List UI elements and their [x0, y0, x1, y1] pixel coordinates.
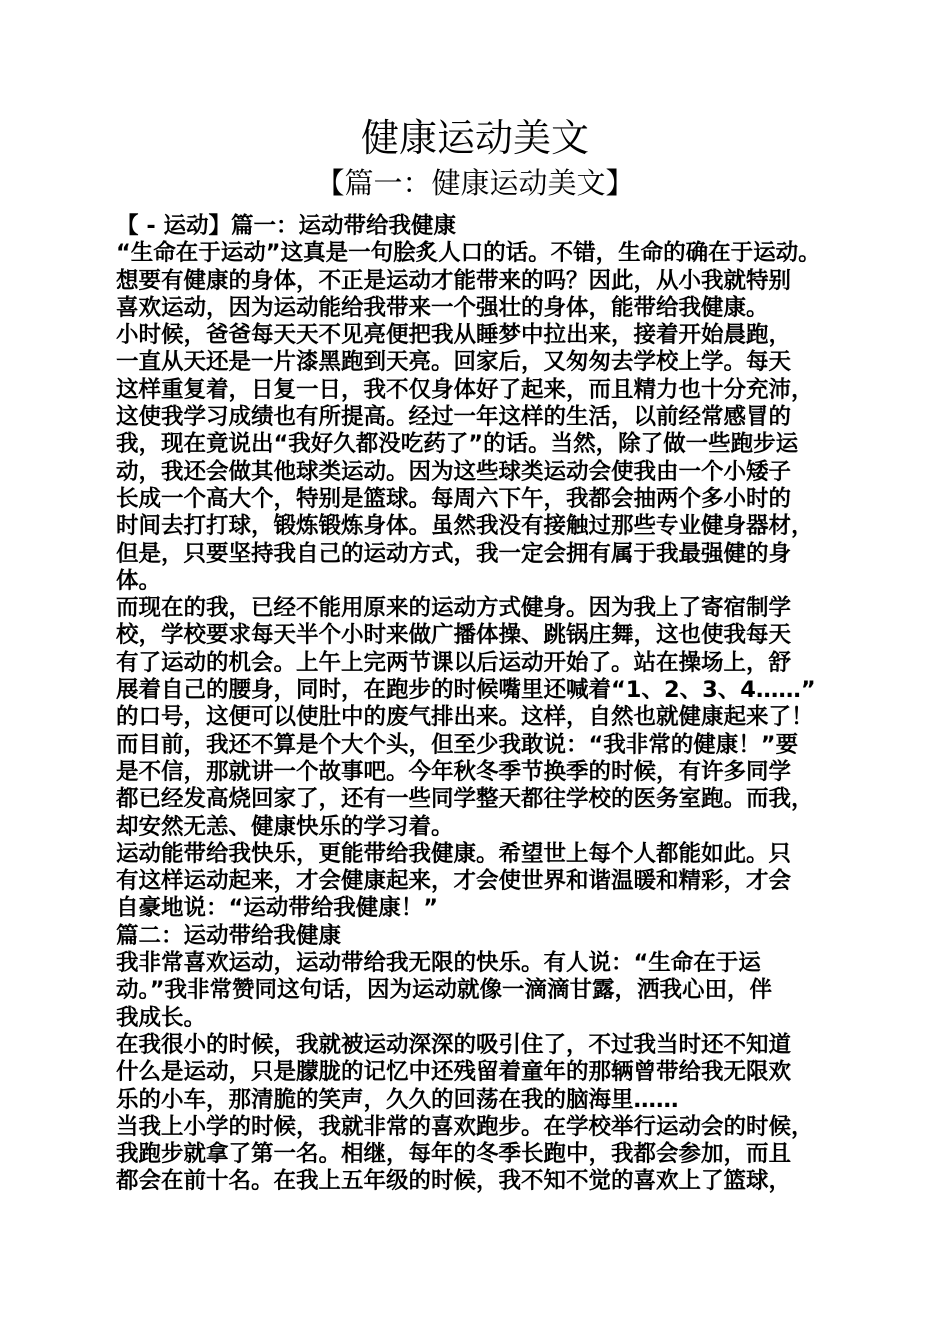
document-title: 健康运动美文: [360, 116, 589, 160]
body-line: 当我上小学的时候，我就非常的喜欢跑步。在学校举行运动会的时候，: [116, 1113, 814, 1140]
body-line: 有这样运动起来，才会健康起来，才会使世界和谐温暖和精彩，才会: [116, 868, 792, 895]
body-line: 是不信，那就讲一个故事吧。今年秋冬季节换季的时候，有许多同学: [116, 758, 792, 785]
body-line: 这样重复着，日复一日，我不仅身体好了起来，而且精力也十分充沛，: [116, 376, 814, 403]
body-line: 我非常喜欢运动，运动带给我无限的快乐。有人说：“生命在于运: [116, 950, 761, 977]
body-line: 动。”我非常赞同这句话，因为运动就像一滴滴甘露，洒我心田，伴: [116, 977, 773, 1004]
document-subtitle: 【篇一：健康运动美文】: [315, 166, 635, 200]
body-line: 这使我学习成绩也有所提高。经过一年这样的生活，以前经常感冒的: [116, 404, 792, 431]
body-line: 我，现在竟说出“我好久都没吃药了”的话。当然，除了做一些跑步运: [116, 431, 799, 458]
document-body: [116, 213, 846, 1196]
body-line: 想要有健康的身体，不正是运动才能带来的吗？因此，从小我就特别: [116, 267, 792, 294]
body-line: 展着自己的腰身，同时，在跑步的时候嘴里还喊着“1、2、3、4……”: [116, 677, 816, 704]
body-line: 运动能带给我快乐，更能带给我健康。希望世上每个人都能如此。只: [116, 840, 792, 867]
body-line: 时间去打打球，锻炼锻炼身体。虽然我没有接触过那些专业健身器材，: [116, 513, 814, 540]
body-line: 但是，只要坚持我自己的运动方式，我一定会拥有属于我最强健的身: [116, 540, 792, 567]
body-line: 在我很小的时候，我就被运动深深的吸引住了，不过我当时还不知道: [116, 1031, 792, 1058]
body-line: 篇二：运动带给我健康: [116, 922, 342, 949]
body-line: 都已经发高烧回家了，还有一些同学整天都往学校的医务室跑。而我，: [116, 786, 814, 813]
body-line: 动，我还会做其他球类运动。因为这些球类运动会使我由一个小矮子: [116, 458, 792, 485]
body-line: 校，学校要求每天半个小时来做广播体操、跳锅庄舞，这也使我每天: [116, 622, 792, 649]
body-line: 自豪地说：“运动带给我健康！”: [116, 895, 439, 922]
body-line: 乐的小车，那清脆的笑声，久久的回荡在我的脑海里……: [116, 1086, 679, 1113]
body-line: 我跑步就拿了第一名。相继，每年的冬季长跑中，我都会参加，而且: [116, 1141, 792, 1168]
body-line: 而目前，我还不算是个大个头，但至少我敢说：“我非常的健康！”要: [116, 731, 799, 758]
body-line: 长成一个高大个，特别是篮球。每周六下午，我都会抽两个多小时的: [116, 485, 792, 512]
body-line: 什么是运动，只是朦胧的记忆中还残留着童年的那辆曾带给我无限欢: [116, 1059, 792, 1086]
body-line: 都会在前十名。在我上五年级的时候，我不知不觉的喜欢上了篮球，: [116, 1168, 792, 1195]
body-line: 却安然无恙、健康快乐的学习着。: [116, 813, 454, 840]
body-line: 体。: [116, 567, 162, 594]
body-line: 一直从天还是一片漆黑跑到天亮。回家后，又匆匆去学校上学。每天: [116, 349, 792, 376]
body-line: 喜欢运动，因为运动能给我带来一个强壮的身体，能带给我健康。: [116, 294, 769, 321]
body-line: 小时候，爸爸每天天不见亮便把我从睡梦中拉出来，接着开始晨跑，: [116, 322, 792, 349]
body-line: 的口号，这便可以使肚中的废气排出来。这样，自然也就健康起来了！: [116, 704, 814, 731]
body-line: “生命在于运动”这真是一句脍炙人口的话。不错，生命的确在于运动。: [116, 240, 821, 267]
body-line: 【 - 运动】篇一：运动带给我健康: [116, 213, 457, 239]
body-line: 我成长。: [116, 1004, 207, 1031]
body-line: 而现在的我，已经不能用原来的运动方式健身。因为我上了寄宿制学: [116, 595, 792, 622]
body-line: 有了运动的机会。上午上完两节课以后运动开始了。站在操场上，舒: [116, 649, 792, 676]
